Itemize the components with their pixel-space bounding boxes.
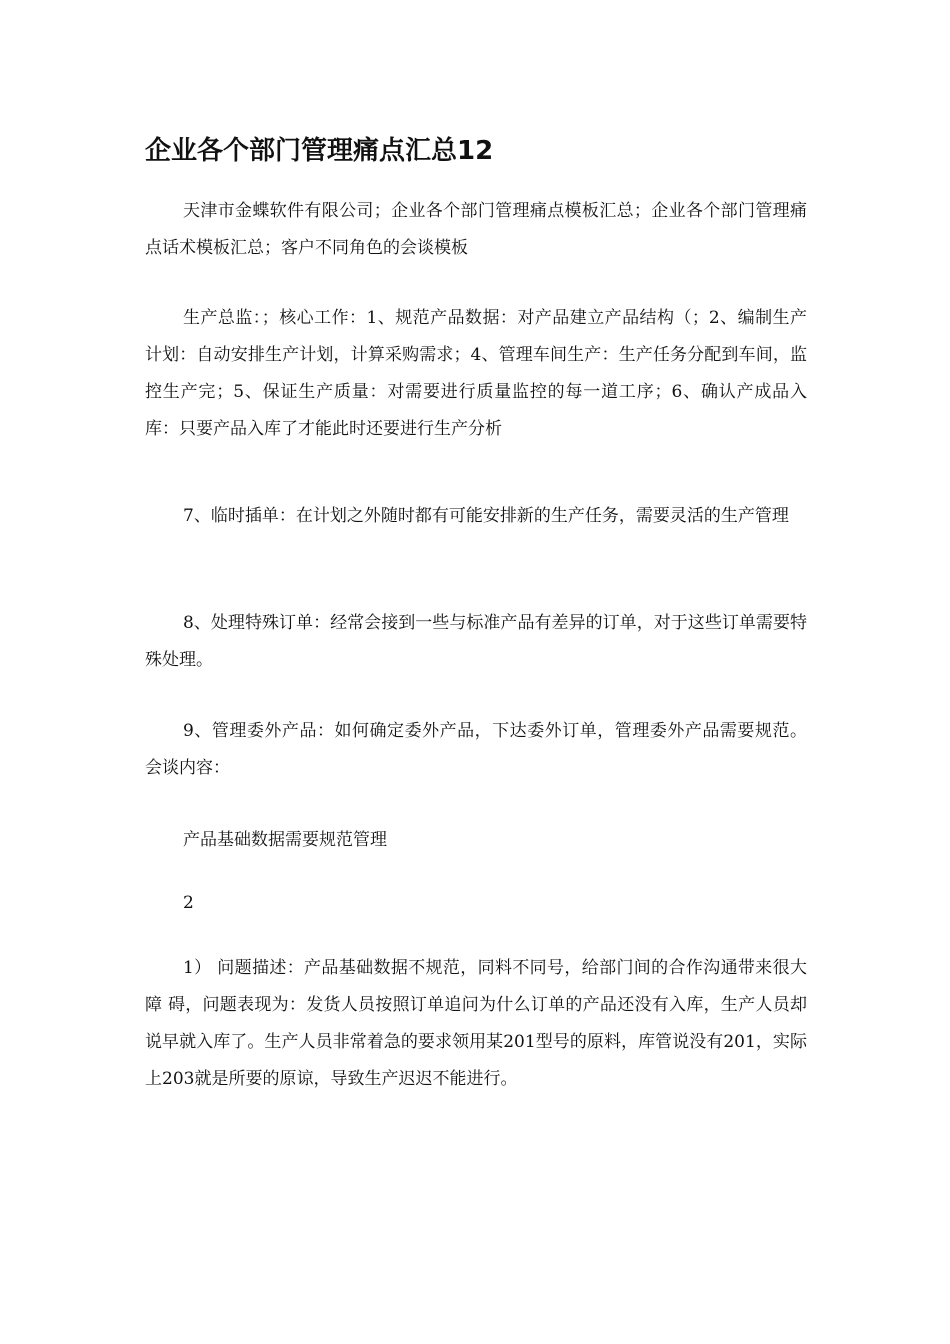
problem-description-paragraph: 1） 问题描述：产品基础数据不规范，同料不同号，给部门间的合作沟通带来很大障 碍，问题表现为：发货人员按照订单追问为什么订单的产品还没有入库，生产人员却说早就入库了。生产人员非常着急的要求领用某201型号的原料，库管说没有201，实际上203就是所要的原谅，导致生产迟迟不能进行。 [145,958,807,1089]
intro-paragraph: 天津市金蝶软件有限公司；企业各个部门管理痛点模板汇总；企业各个部门管理痛点话术模板汇总；客户不同角色的会谈模板 [145,201,807,258]
urgent-order-paragraph: 7、临时插单：在计划之外随时都有可能安排新的生产任务，需要灵活的生产管理 [183,506,789,526]
special-order-paragraph: 8、处理特殊订单：经常会接到一些与标准产品有差异的订单，对于这些订单需要特殊处理。 [145,613,807,670]
document-title: 企业各个部门管理痛点汇总12 [145,136,494,166]
page-number-text: 2 [183,893,194,913]
outsourcing-paragraph: 9、管理委外产品：如何确定委外产品，下达委外订单，管理委外产品需要规范。 会谈内容： [145,721,807,778]
section-heading: 产品基础数据需要规范管理 [183,830,387,850]
production-director-paragraph: 生产总监：；核心工作：1、规范产品数据：对产品建立产品结构（；2、编制生产计划：自动安排生产计划，计算采购需求；4、管理车间生产：生产任务分配到车间，监控生产完；5、保证生产质量：对需要进行质量监控的每一道工序；6、确认产成品入库：只要产品入库了才能此时还要进行生产分析 [145,308,807,439]
